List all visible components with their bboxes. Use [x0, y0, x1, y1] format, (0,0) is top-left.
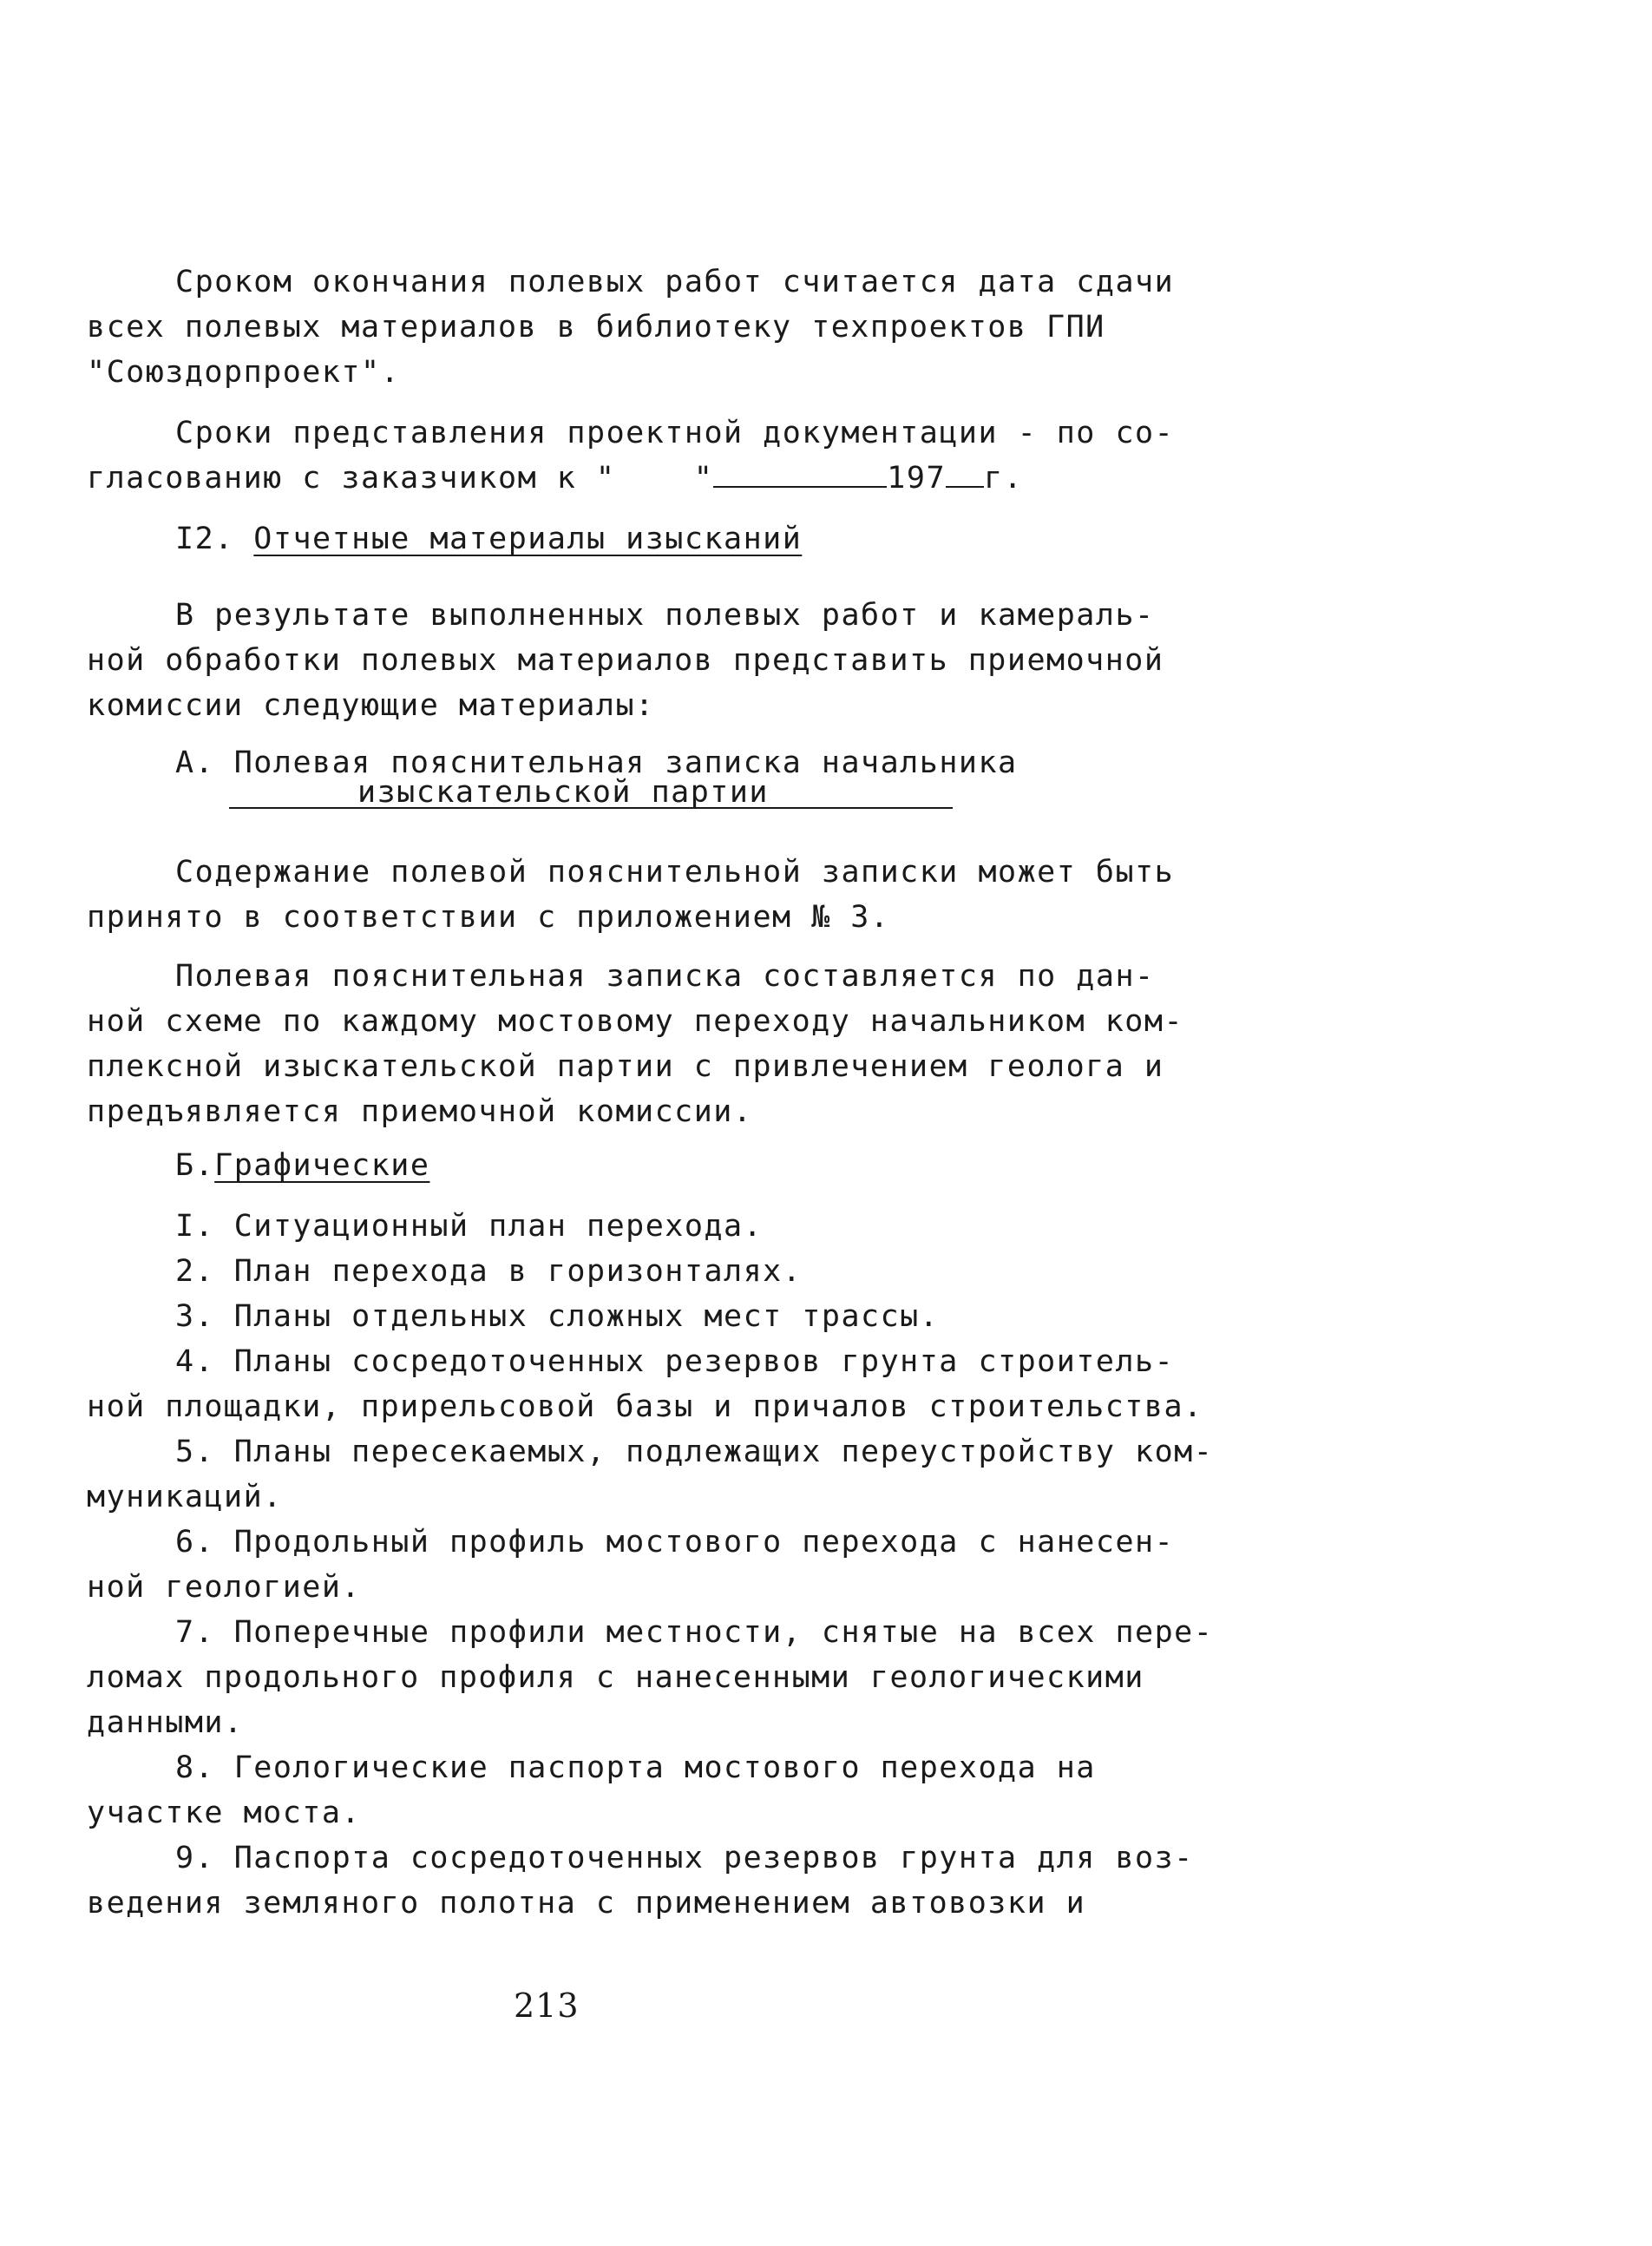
section-a-title-line-2: изыскательской партии: [357, 775, 770, 810]
section-a-title-line-1: Полевая пояснительная записка начальника: [233, 745, 1018, 780]
p2-line-2: [87, 456, 1023, 500]
item-7-line-3: данными.: [87, 1705, 244, 1740]
item-9-line-1: 9. Паспорта сосредоточенных резервов грунта для воз-: [175, 1841, 1194, 1875]
item-7-line-1: 7. Поперечные профили местности, снятые на всех пере-: [175, 1615, 1214, 1650]
section-b-letter: Б.: [175, 1148, 215, 1183]
p3-line-3: комиссии следующие материалы:: [87, 688, 655, 723]
item-1-line-1: I. Ситуационный план перехода.: [175, 1209, 764, 1244]
item-7-line-2: ломах продольного профиля с нанесенными геологическими: [87, 1660, 1144, 1695]
item-9-line-2: ведения земляного полотна с применением автовозки и: [87, 1886, 1086, 1921]
item-2-line-1: 2. План перехода в горизонталях.: [175, 1254, 803, 1289]
section-12-title: Отчетные материалы изысканий: [253, 522, 803, 556]
year-blank: [946, 456, 984, 488]
p5-line-4: предъявляется приемочной комиссии.: [87, 1094, 753, 1129]
item-5-line-2: муникаций.: [87, 1480, 283, 1514]
item-6-line-1: 6. Продольный профиль мостового перехода с нанесен-: [175, 1525, 1175, 1560]
section-12-heading: [175, 517, 802, 561]
p1-line-2: всех полевых материалов в библиотеку техпроектов ГПИ: [87, 310, 1105, 345]
p2-line-1: Сроки представления проектной документации - по со-: [175, 416, 1175, 450]
p5-line-3: плексной изыскательской партии с привлечением геолога и: [87, 1049, 1164, 1084]
section-a-underline: [229, 807, 953, 809]
item-5-line-1: 5. Планы пересекаемых, подлежащих переустройству ком-: [175, 1435, 1214, 1469]
p1-line-1: Сроком окончания полевых работ считается дата сдачи: [175, 265, 1175, 299]
year-prefix: 197: [887, 461, 947, 496]
month-blank: [713, 456, 887, 488]
section-a-letter: А.: [175, 745, 215, 780]
year-suffix: г.: [984, 461, 1024, 496]
page-number: 213: [514, 1987, 580, 2025]
item-8-line-1: 8. Геологические паспорта мостового перехода на: [175, 1750, 1096, 1785]
p5-line-1: Полевая пояснительная записка составляется по дан-: [175, 959, 1155, 994]
section-b-heading: [175, 1144, 429, 1187]
item-4-line-2: ной площадки, прирельсовой базы и причалов строительства.: [87, 1389, 1203, 1424]
p3-line-1: В результате выполненных полевых работ и камераль-: [175, 598, 1155, 633]
p5-line-2: ной схеме по каждому мостовому переходу начальником ком-: [87, 1004, 1184, 1039]
section-12-number: I2.: [175, 522, 234, 556]
item-6-line-2: ной геологией.: [87, 1570, 362, 1605]
p4-line-2: принято в соответствии с приложением № 3.: [87, 900, 890, 935]
p4-line-1: Содержание полевой пояснительной записки может быть: [175, 855, 1175, 890]
item-4-line-1: 4. Планы сосредоточенных резервов грунта строитель-: [175, 1344, 1175, 1379]
p3-line-2: ной обработки полевых материалов представить приемочной: [87, 643, 1164, 678]
section-b-title: Графические: [214, 1148, 430, 1183]
p1-line-3: "Союздорпроект".: [87, 355, 401, 390]
p2-line-2-text: гласованию с заказчиком к " ": [87, 461, 714, 496]
item-3-line-1: 3. Планы отдельных сложных мест трассы.: [175, 1299, 940, 1334]
item-8-line-2: участке моста.: [87, 1796, 362, 1830]
